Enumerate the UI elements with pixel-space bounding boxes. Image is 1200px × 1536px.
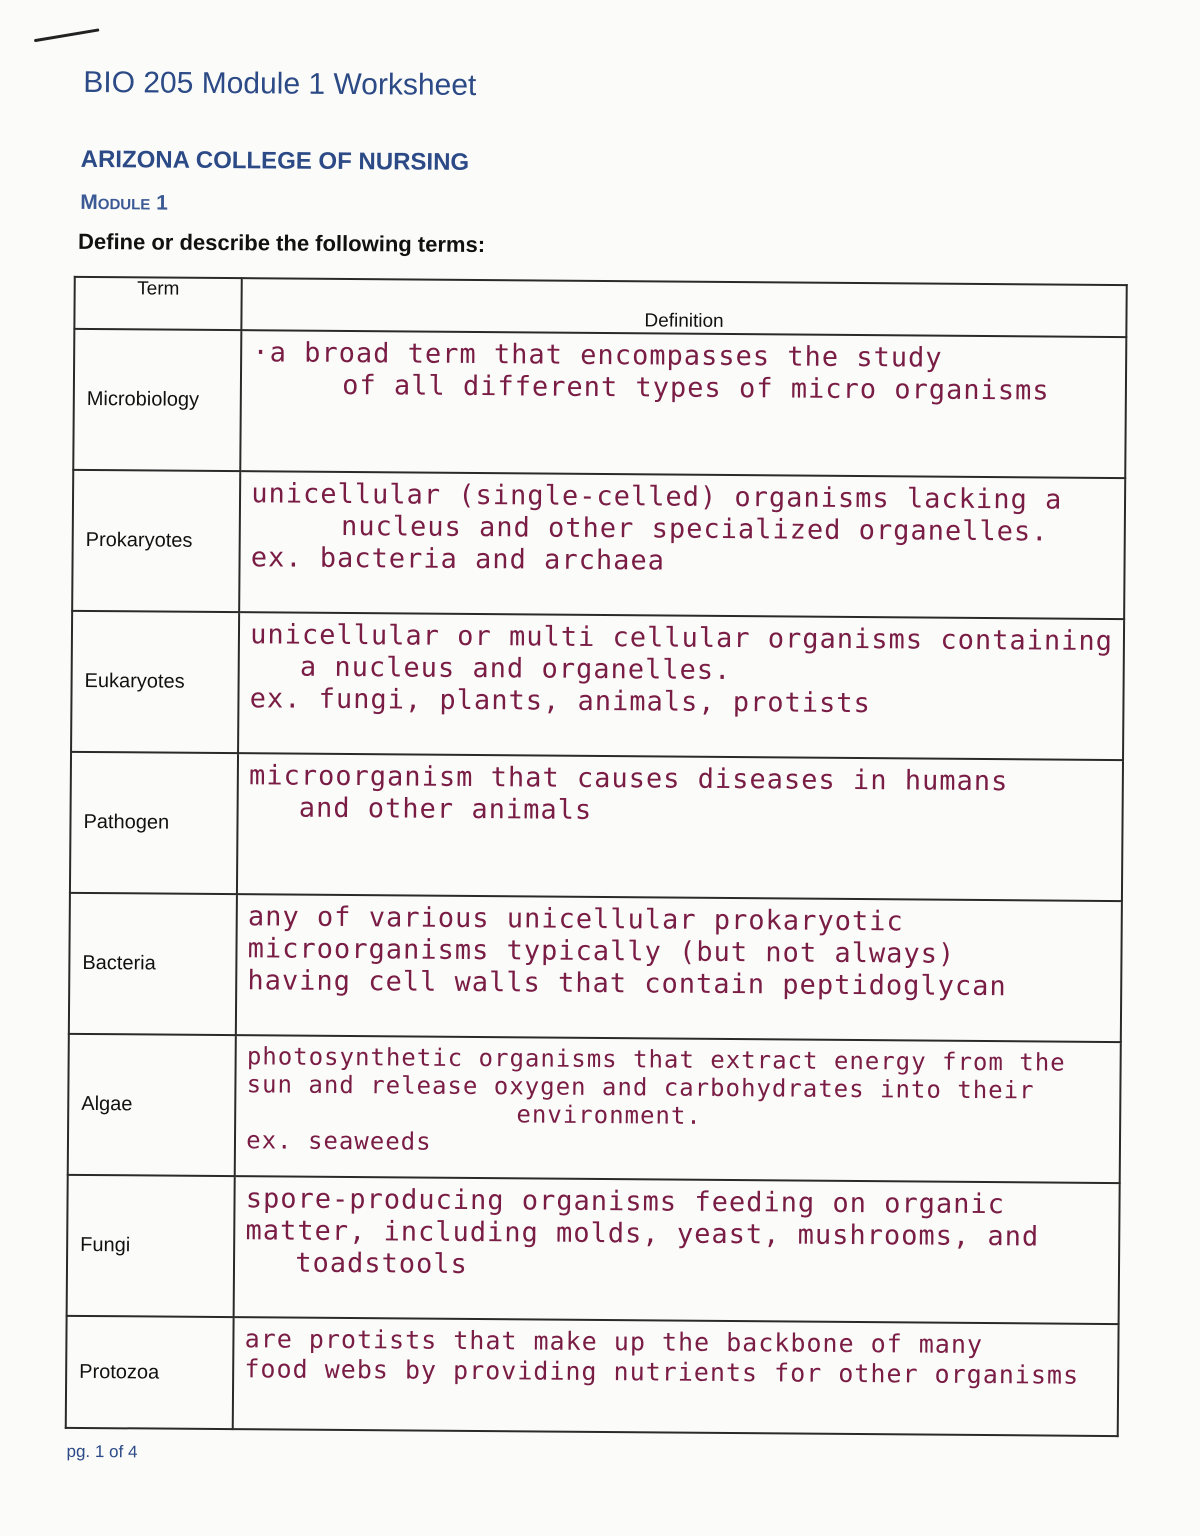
definition-line: food webs by providing nutrients for other organisms	[244, 1354, 1080, 1390]
definition-line: ex. seaweeds	[246, 1126, 432, 1156]
term-cell: Algae	[68, 1034, 236, 1176]
term-cell: Prokaryotes	[72, 470, 240, 612]
table-row	[66, 1316, 1119, 1436]
college-name: ARIZONA COLLEGE OF NURSING	[80, 145, 470, 176]
definition-cell	[239, 471, 1125, 619]
definition-line: sun and release oxygen and carbohydrates into their	[246, 1070, 1035, 1105]
table-row	[73, 329, 1126, 478]
definition-line: photosynthetic organisms that extract energy from the	[246, 1042, 1066, 1077]
module-label: Module 1	[80, 190, 168, 215]
definition-line: unicellular (single-celled) organisms lacking a	[251, 478, 1063, 516]
terms-table	[65, 276, 1128, 1437]
definition-line: ex. fungi, plants, animals, protists	[249, 683, 871, 720]
definition-cell	[236, 894, 1122, 1042]
pen-mark	[34, 28, 100, 42]
definition-line: spore-producing organisms feeding on organic	[245, 1183, 1006, 1221]
definition-line: and other animals	[298, 792, 593, 826]
instructions: Define or describe the following terms:	[77, 228, 486, 258]
definition-line: toadstools	[295, 1247, 468, 1280]
definition-line: ex. bacteria and archaea	[250, 542, 666, 577]
definition-line: microorganism that causes diseases in humans	[248, 760, 1009, 798]
term-column-header: Term	[74, 277, 242, 330]
definition-line: of all different types of micro organisms	[342, 369, 1050, 407]
term-cell: Fungi	[67, 1175, 235, 1317]
definition-cell	[234, 1176, 1120, 1324]
definition-line: having cell walls that contain peptidoglycan	[247, 965, 1007, 1003]
definition-line: unicellular or multi cellular organisms containing	[250, 619, 1114, 658]
definition-line: ·a broad term that encompasses the study	[252, 337, 943, 374]
document-title: BIO 205 Module 1 Worksheet	[83, 65, 477, 103]
table-row	[71, 611, 1124, 760]
table-row	[69, 893, 1122, 1042]
table-row	[70, 752, 1123, 901]
definition-line: matter, including molds, yeast, mushrooms, and	[245, 1215, 1040, 1253]
term-cell: Protozoa	[66, 1316, 234, 1429]
page-number: pg. 1 of 4	[66, 1441, 138, 1462]
definition-cell	[233, 1317, 1119, 1436]
table-header-row	[74, 277, 1126, 337]
definition-cell	[240, 330, 1126, 478]
table-row	[67, 1175, 1120, 1324]
definition-cell	[237, 753, 1123, 901]
term-cell: Eukaryotes	[71, 611, 239, 753]
definition-column-header: Definition	[242, 278, 1127, 337]
definition-line: any of various unicellular prokaryotic	[247, 901, 904, 938]
definition-cell	[238, 612, 1124, 760]
table-row	[72, 470, 1125, 619]
term-cell: Bacteria	[69, 893, 237, 1035]
definition-line: environment.	[516, 1100, 702, 1130]
term-cell: Microbiology	[73, 329, 241, 471]
term-cell: Pathogen	[70, 752, 238, 894]
definition-line: microorganisms typically (but not always)	[247, 933, 956, 970]
table-row	[68, 1034, 1121, 1183]
definition-line: a nucleus and organelles.	[299, 651, 732, 687]
definition-cell	[235, 1035, 1121, 1183]
definition-line: nucleus and other specialized organelles.	[340, 510, 1049, 548]
definition-line: are protists that make up the backbone of many	[244, 1324, 984, 1360]
